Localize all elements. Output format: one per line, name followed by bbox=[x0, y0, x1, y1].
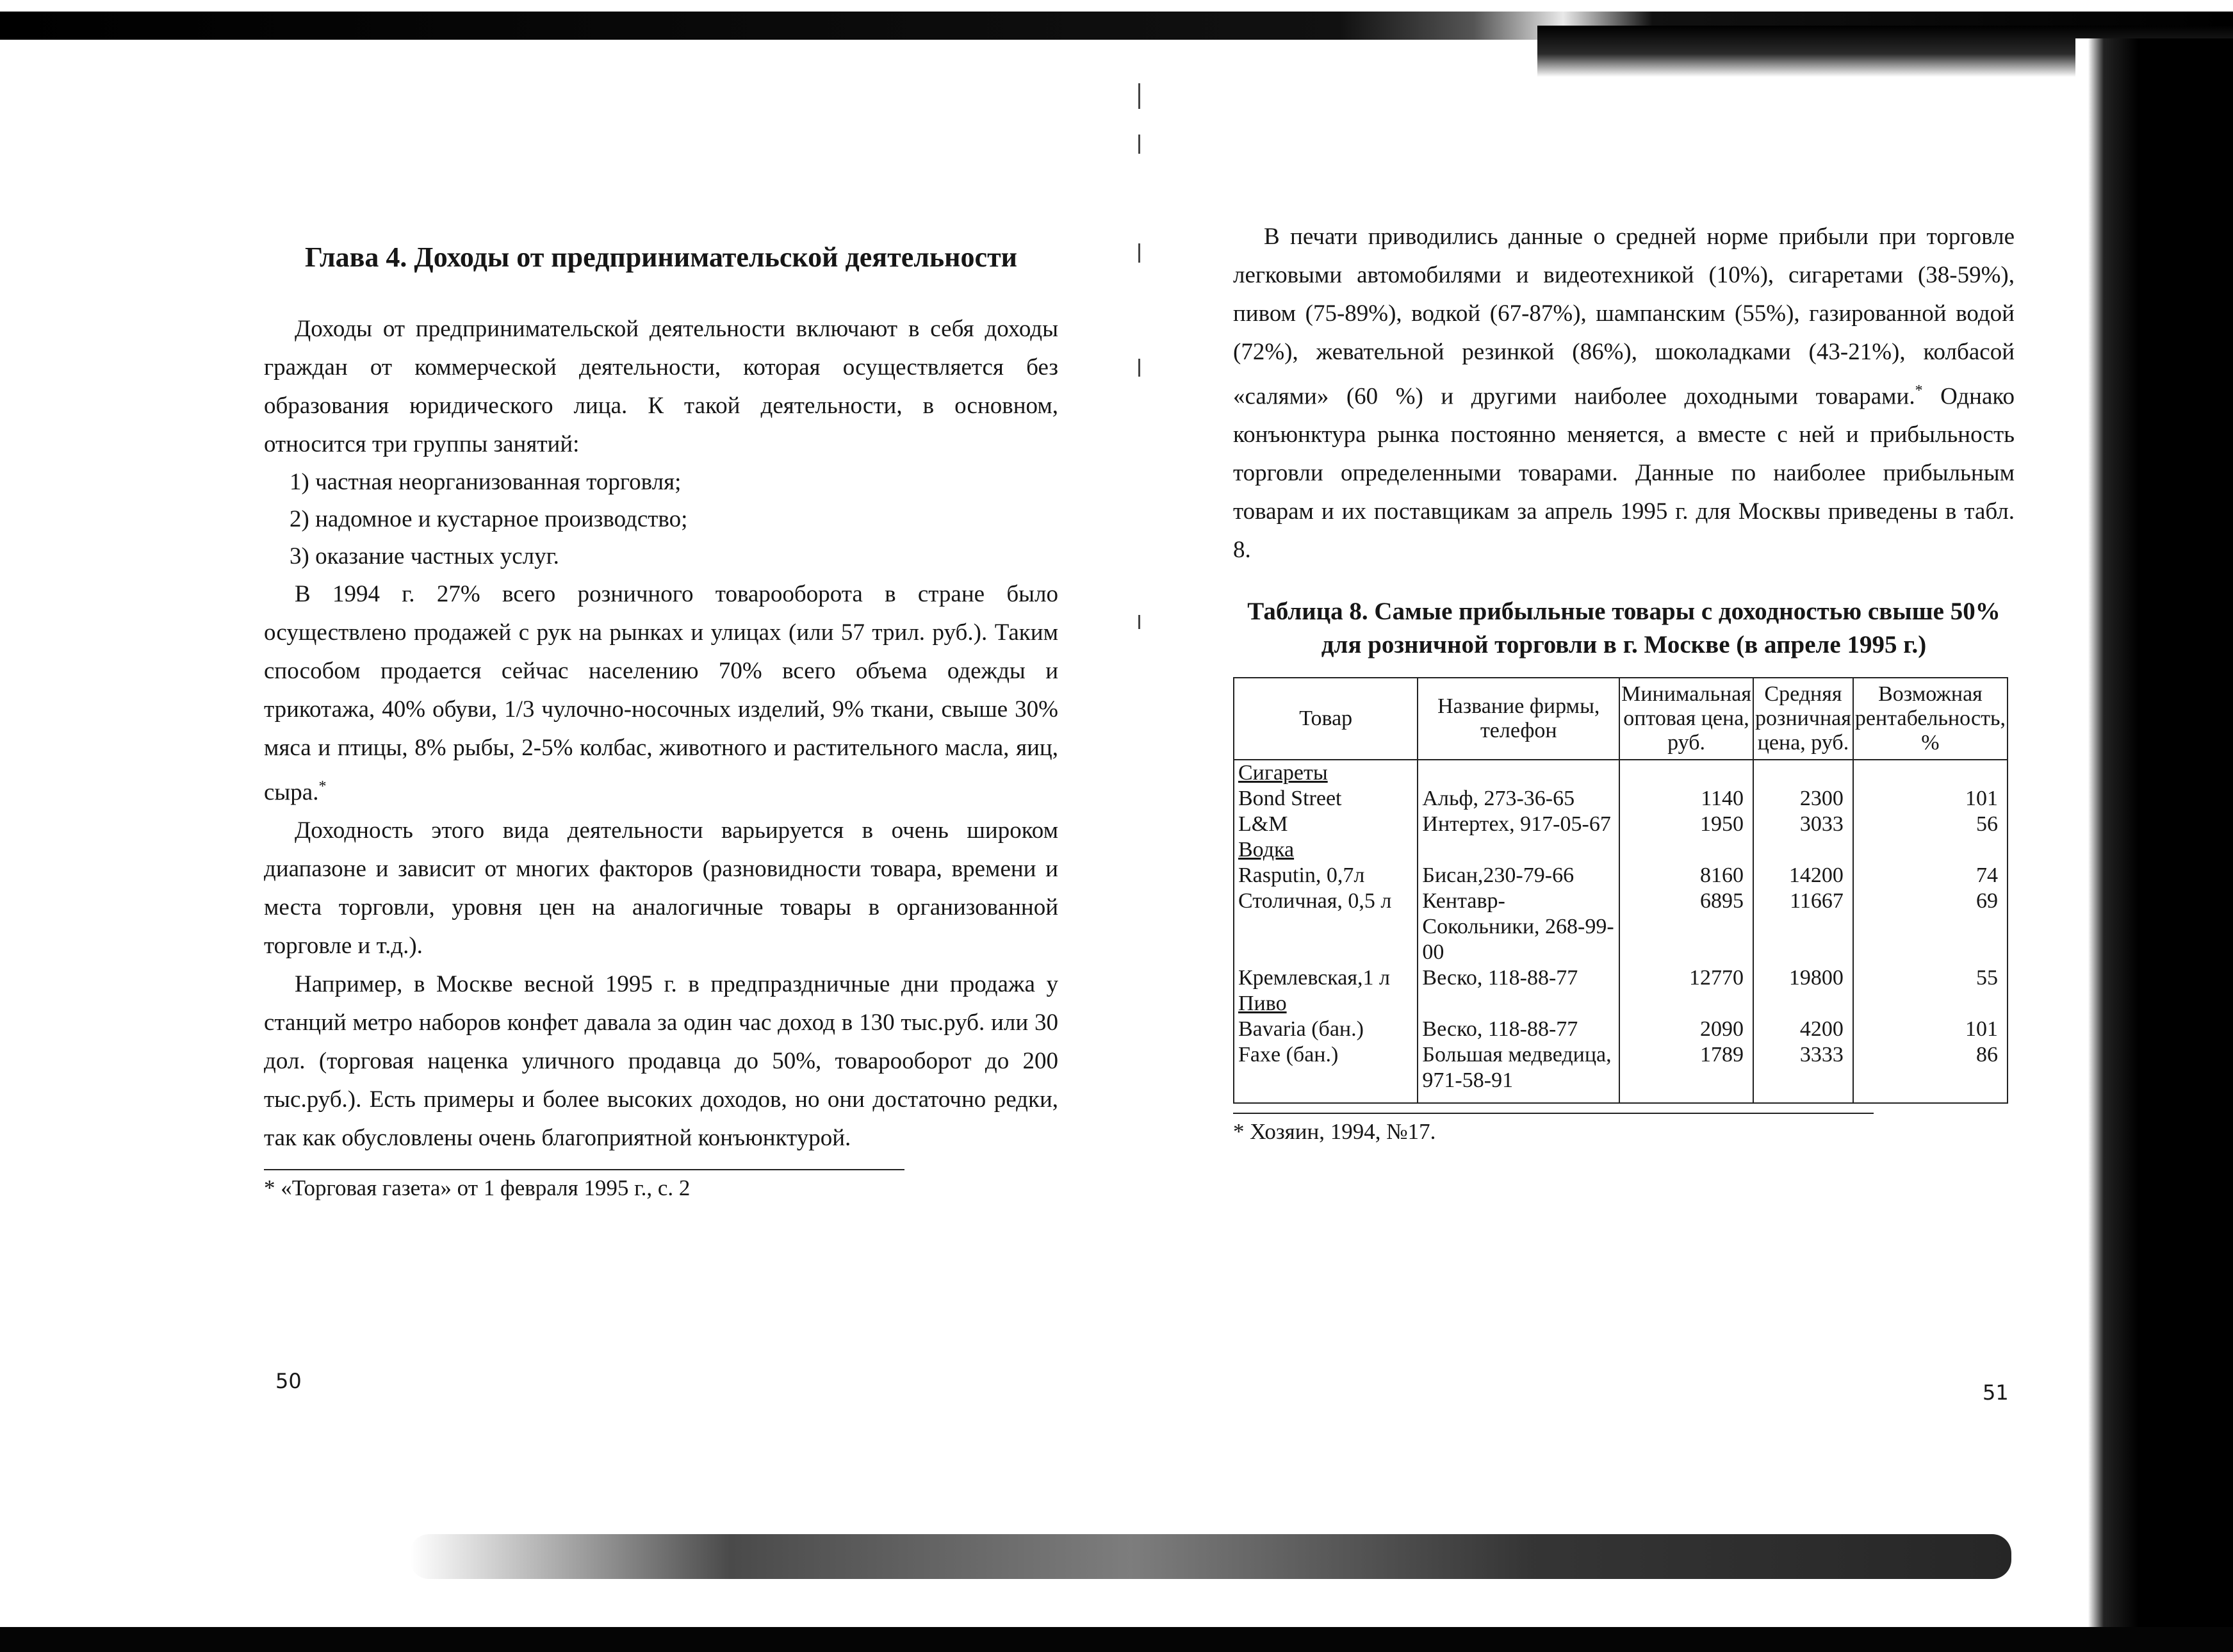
intro-tail-text: Однако конъюнктура рынка постоянно меняется, а вместе с ней и прибыльность торговли определенными товарами. Данные по наиболее прибыльным товарам и их поставщикам за апрель 1995 г. для Москвы приведены в табл. 8. bbox=[1233, 383, 2015, 564]
cell-wholesale: 1140 bbox=[1619, 786, 1753, 812]
gutter-mark bbox=[1138, 83, 1140, 109]
table-row bbox=[1234, 786, 2008, 812]
category-label: Пиво bbox=[1234, 991, 1418, 1017]
cell-product: L&M bbox=[1234, 812, 1418, 837]
table-row bbox=[1234, 863, 2008, 888]
cell-profitability: 69 bbox=[1853, 888, 2008, 965]
cell-firm: Бисан,230-79-66 bbox=[1418, 863, 1619, 888]
cell-retail: 14200 bbox=[1753, 863, 1853, 888]
cell-firm: Веско, 118-88-77 bbox=[1418, 965, 1619, 991]
cell-profitability: 86 bbox=[1853, 1042, 2008, 1103]
list-item: 3) оказание частных услуг. bbox=[290, 543, 559, 569]
footnote-divider bbox=[264, 1169, 904, 1170]
paragraph-1994-text: В 1994 г. 27% всего розничного товарооборота в стране было осуществлено продажей с рук на рынках и улицах (или 57 трил. руб.). Таким способом продается сейчас населению 70% всего объема одежды и трикотажа, 40% обуви, 1/3 чулочно-носочных изделий, 9% ткани, свыше 30% мяса и птицы, 8% рыбы, 2-5% колбас, животного и растительного масла, яиц, сыра. bbox=[264, 581, 1058, 806]
footnote-divider bbox=[1233, 1113, 1874, 1114]
table-footnote: * Хозяин, 1994, №17. bbox=[1233, 1119, 1436, 1145]
cell-firm: Кентавр-Сокольники, 268-99-00 bbox=[1418, 888, 1619, 965]
list-item: 1) частная неорганизованная торговля; bbox=[290, 469, 682, 495]
page-number-right: 51 bbox=[1983, 1380, 2009, 1405]
left-page bbox=[264, 237, 1058, 1202]
cell-profitability: 101 bbox=[1853, 1017, 2008, 1042]
column-header-wholesale: Минимальная оптовая цена, руб. bbox=[1619, 678, 1753, 760]
cell-retail: 11667 bbox=[1753, 888, 1853, 965]
scan-bottom-shadow bbox=[410, 1534, 2011, 1579]
paragraph-intro: Доходы от предпринимательской деятельности включают в себя доходы граждан от коммерческой деятельности, которая осуществляется без образования юридического лица. К такой деятельности, в основном, относится три группы занятий: bbox=[264, 316, 1058, 457]
cell-wholesale: 2090 bbox=[1619, 1017, 1753, 1042]
right-page bbox=[1233, 218, 2015, 1146]
intro-text: В печати приводились данные о средней норме прибыли при торговле легковыми автомобилями и видеотехникой (10%), сигаретами (38-59%), пивом (75-89%), водкой (67-87%), шампанским (55%), газированной водой (72%), жевательной резинкой (86%), шоколадками (43-21%), колбасой «салями» (60 %) и другими наиболее доходными товарами. bbox=[1233, 224, 2015, 410]
gutter-mark bbox=[1138, 243, 1140, 263]
cell-wholesale: 1950 bbox=[1619, 812, 1753, 837]
category-row bbox=[1234, 991, 2008, 1017]
paragraph-example: Например, в Москве весной 1995 г. в предпраздничные дни продажа у станций метро наборов конфет давала за один час доход в 130 тыс.руб. или 30 дол. (торговая наценка уличного продавца до 50%, товарооборот до 200 тыс.руб.). Есть примеры и более высоких доходов, но они достаточно редки, так как обусловлены очень благоприятной конъюнктурой. bbox=[264, 971, 1058, 1152]
cell-product: Bavaria (бан.) bbox=[1234, 1017, 1418, 1042]
cell-product: Faxe (бан.) bbox=[1234, 1042, 1418, 1103]
column-header-product: Товар bbox=[1234, 678, 1418, 760]
cell-profitability: 101 bbox=[1853, 786, 2008, 812]
scan-right-edge bbox=[2075, 38, 2233, 1627]
paragraph-1994 bbox=[264, 575, 1058, 812]
footnote: * «Торговая газета» от 1 февраля 1995 г., с. 2 bbox=[264, 1175, 691, 1201]
cell-product: Кремлевская,1 л bbox=[1234, 965, 1418, 991]
cell-firm: Интертех, 917-05-67 bbox=[1418, 812, 1619, 837]
cell-retail: 3333 bbox=[1753, 1042, 1853, 1103]
cell-retail: 3033 bbox=[1753, 812, 1853, 837]
cell-retail: 2300 bbox=[1753, 786, 1853, 812]
cell-retail: 19800 bbox=[1753, 965, 1853, 991]
category-row bbox=[1234, 837, 2008, 863]
cell-product: Bond Street bbox=[1234, 786, 1418, 812]
cell-product: Столичная, 0,5 л bbox=[1234, 888, 1418, 965]
table-title: Таблица 8. Самые прибыльные товары с доходностью свыше 50% для розничной торговли в г. Москве (в апреле 1995 г.) bbox=[1247, 598, 2000, 659]
cell-firm: Альф, 273-36-65 bbox=[1418, 786, 1619, 812]
list-item: 2) надомное и кустарное производство; bbox=[290, 506, 688, 532]
products-table bbox=[1233, 677, 2008, 1104]
cell-profitability: 74 bbox=[1853, 863, 2008, 888]
paragraph-intro-right bbox=[1233, 218, 2015, 569]
cell-wholesale: 12770 bbox=[1619, 965, 1753, 991]
gutter-mark bbox=[1138, 135, 1140, 154]
table-row bbox=[1234, 812, 2008, 837]
cell-firm: Веско, 118-88-77 bbox=[1418, 1017, 1619, 1042]
column-header-firm: Название фирмы, телефон bbox=[1418, 678, 1619, 760]
cell-profitability: 55 bbox=[1853, 965, 2008, 991]
category-row bbox=[1234, 760, 2008, 786]
page-number-left: 50 bbox=[275, 1369, 302, 1393]
cell-wholesale: 6895 bbox=[1619, 888, 1753, 965]
footnote-marker: * bbox=[1915, 382, 1923, 399]
scan-bottom-border bbox=[0, 1627, 2233, 1652]
cell-firm: Большая медведица, 971-58-91 bbox=[1418, 1042, 1619, 1103]
paragraph-income: Доходность этого вида деятельности варьируется в очень широком диапазоне и зависит от многих факторов (разновидности товара, времени и места торговли, уровня цен на аналогичные товары в организованной торговле и т.д.). bbox=[264, 817, 1058, 960]
table-row bbox=[1234, 1017, 2008, 1042]
chapter-title: Глава 4. Доходы от предпринимательской деятельности bbox=[304, 241, 1018, 273]
table-row bbox=[1234, 1042, 2008, 1103]
footnote-marker: * bbox=[318, 778, 327, 795]
cell-wholesale: 1789 bbox=[1619, 1042, 1753, 1103]
cell-profitability: 56 bbox=[1853, 812, 2008, 837]
cell-wholesale: 8160 bbox=[1619, 863, 1753, 888]
table-row bbox=[1234, 888, 2008, 965]
gutter-mark bbox=[1138, 615, 1140, 629]
gutter-mark bbox=[1138, 359, 1140, 377]
cell-product: Rasputin, 0,7л bbox=[1234, 863, 1418, 888]
column-header-profitability: Возможная рентабельность, % bbox=[1853, 678, 2008, 760]
cell-retail: 4200 bbox=[1753, 1017, 1853, 1042]
column-header-retail: Средняя розничная цена, руб. bbox=[1753, 678, 1853, 760]
category-label: Сигареты bbox=[1234, 760, 1418, 786]
category-label: Водка bbox=[1234, 837, 1418, 863]
table-header-row bbox=[1234, 678, 2008, 760]
table-row bbox=[1234, 965, 2008, 991]
